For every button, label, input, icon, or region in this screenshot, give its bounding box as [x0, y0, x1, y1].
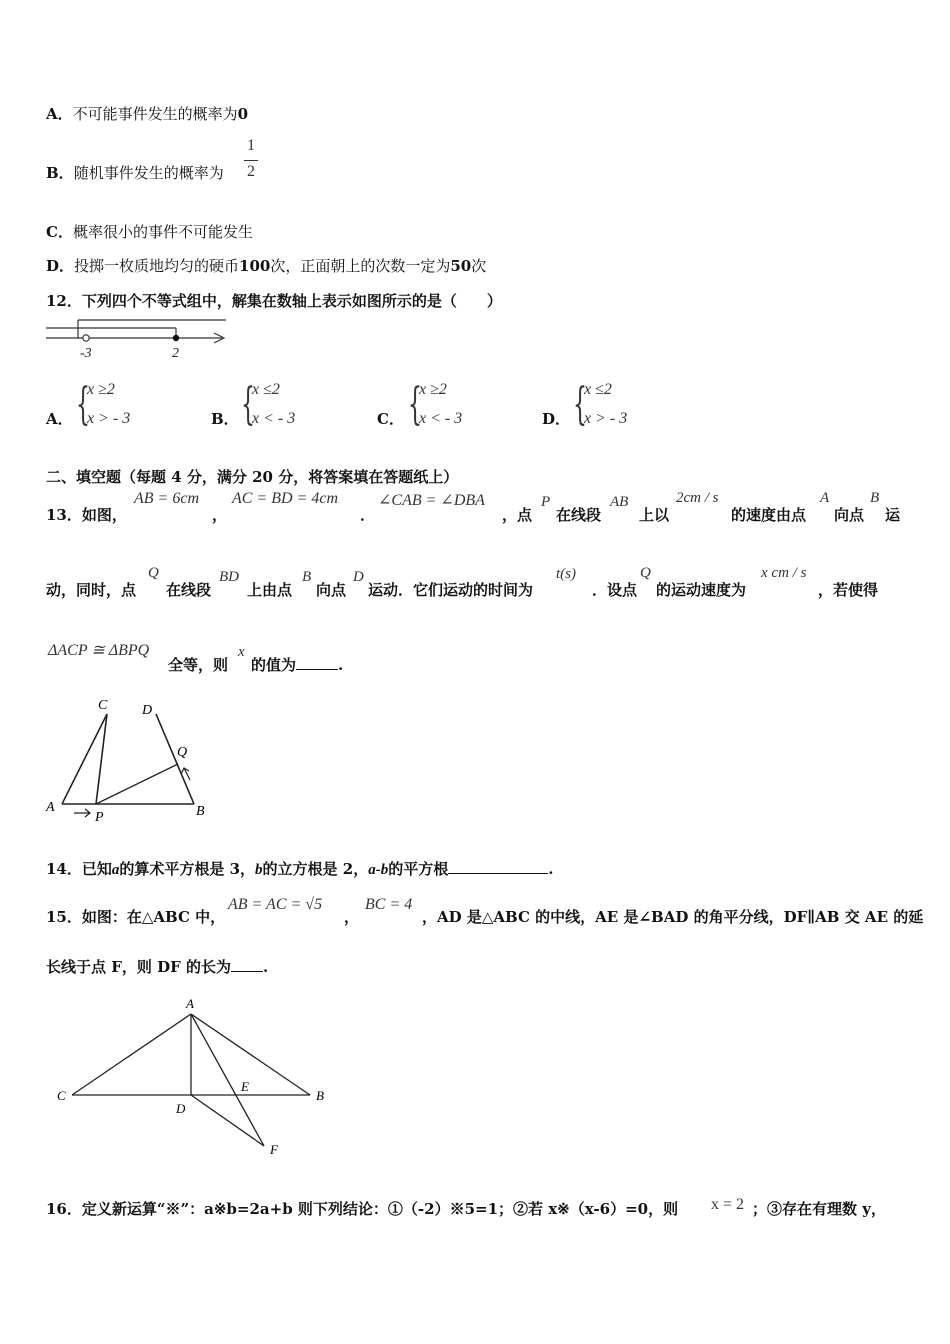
brace: { [241, 379, 255, 430]
option-value: 0 [237, 105, 249, 123]
segment-af [191, 1014, 264, 1146]
math-bc: BC = 4 [365, 896, 413, 913]
math-ab: AB = 6cm [134, 490, 199, 507]
q13-text: 运 [885, 506, 901, 524]
q14-text: 的立方根是 2， [262, 860, 369, 878]
option-label: C． [46, 223, 73, 241]
option-text: 概率很小的事件不可能发生 [72, 223, 253, 241]
var-b: B [302, 569, 312, 585]
segment-df [191, 1095, 264, 1146]
label-b: B [196, 804, 205, 819]
option-11a [46, 103, 248, 124]
option-12a-label: A． [46, 410, 73, 428]
brace: { [573, 379, 587, 430]
option-number: 50 [450, 257, 472, 275]
var-ab: AB [610, 494, 629, 510]
brace: { [408, 379, 422, 430]
label-d: D [176, 1101, 186, 1116]
label-f: F [270, 1142, 278, 1157]
system-line: x > - 3 [584, 410, 628, 427]
system-line: x ≤2 [584, 381, 612, 398]
option-text: 不可能事件发生的概率为 [72, 105, 238, 123]
segment-ac [62, 714, 107, 804]
option-text: 投掷一枚质地均匀的硬币 [74, 257, 240, 275]
option-11b [46, 162, 224, 183]
var-a: a [111, 862, 120, 878]
option-number: 100 [239, 257, 271, 275]
option-text: 次，正面朝上的次数一定为 [270, 257, 451, 275]
brace: { [76, 379, 90, 430]
math-x-eq-2: x = 2 [711, 1196, 745, 1213]
punct: . [548, 860, 554, 878]
q15-line2 [46, 956, 268, 977]
var-x-speed: x cm / s [761, 565, 807, 581]
math-angle: ∠CAB = ∠DBA [378, 492, 485, 509]
q13-prefix: 13．如图， [46, 506, 127, 524]
q13-text: 全等，则 [168, 656, 229, 674]
q16-text: ；③存在有理数 y， [752, 1200, 886, 1218]
label-p: P [95, 810, 104, 825]
figure-q13 [44, 694, 214, 826]
option-11d [46, 255, 486, 276]
var-a: A [820, 490, 830, 506]
system-line: x < - 3 [252, 410, 296, 427]
punct: ， [344, 908, 360, 926]
segment-bd [156, 714, 194, 804]
q13-text: 的速度由点 [731, 506, 807, 524]
system-line: x > - 3 [87, 410, 131, 427]
var-b: B [870, 490, 880, 506]
q15-text: ，AD 是△ABC 的中线，AE 是∠BAD 的角平分线，DF∥AB 交 AE 的延 [422, 908, 924, 926]
punct: ． [360, 506, 376, 524]
var-b: b [255, 862, 263, 878]
axis-label-right: 2 [172, 346, 179, 361]
label-e: E [241, 1079, 249, 1094]
segment-cp [96, 714, 107, 804]
number-line-figure [44, 316, 234, 362]
var-speed: 2cm / s [676, 490, 719, 506]
punct: . [338, 656, 344, 674]
label-a: A [46, 800, 55, 815]
q13-line2: 动，同时，点 [46, 581, 137, 599]
fraction-numerator: 1 [247, 137, 255, 154]
arrow-right-icon [74, 809, 90, 817]
system-line: x ≥2 [87, 381, 115, 398]
segment-ca [72, 1014, 191, 1095]
var-bd: BD [219, 569, 239, 585]
segment-pq [96, 764, 178, 804]
label-c: C [98, 698, 108, 713]
q13-text: 的运动速度为 [656, 581, 747, 599]
system-line: x ≤2 [252, 381, 280, 398]
q14-text: 14．已知 [46, 860, 112, 878]
punct: ， [212, 506, 228, 524]
var-a-minus-b: a-b [368, 862, 389, 878]
q13-text: 的值为 [251, 656, 297, 674]
question-14 [46, 858, 553, 879]
fraction-bar [244, 160, 258, 161]
option-12b-label: B． [211, 410, 239, 428]
var-d: D [353, 569, 364, 585]
label-q: Q [177, 745, 188, 760]
section-title: 二、填空题（每题 4 分，满分 20 分，将答案填在答题纸上） [46, 468, 459, 486]
q16-text: 16．定义新运算“※”：a※b=2a+b 则下列结论：①（-2）※5=1；②若 x※（x-6）=0，则 [46, 1200, 679, 1218]
option-label: B． [46, 164, 74, 182]
option-12c-label: C． [377, 410, 404, 428]
q15-text: 长线于点 F，则 DF 的长为 [46, 958, 231, 976]
closed-point [173, 335, 179, 341]
q13-text: ，若使得 [818, 581, 879, 599]
segment-ab [191, 1014, 310, 1095]
question-12-stem: 12．下列四个不等式组中，解集在数轴上表示如图所示的是（ ） [46, 292, 502, 310]
system-line: x < - 3 [419, 410, 463, 427]
label-a: A [186, 996, 194, 1011]
label-b: B [316, 1088, 324, 1103]
label-d: D [142, 703, 153, 718]
punct: . [262, 958, 269, 976]
option-11c [46, 221, 253, 242]
q13-text: 运动．它们运动的时间为 [368, 581, 534, 599]
math-ac-bd: AC = BD = 4cm [232, 490, 339, 507]
answer-blank[interactable] [296, 655, 338, 670]
q13-text: ．设点 [592, 581, 638, 599]
system-line: x ≥2 [419, 381, 447, 398]
axis-label-left: -3 [80, 346, 92, 361]
answer-blank[interactable] [231, 957, 263, 972]
q13-text: 上由点 [247, 581, 293, 599]
option-12d-label: D． [542, 410, 571, 428]
q14-text: 的平方根 [388, 860, 449, 878]
label-c: C [57, 1088, 66, 1103]
var-q: Q [640, 565, 651, 581]
math-congruent: ΔACP ≅ ΔBPQ [48, 642, 150, 659]
option-text: 次 [471, 257, 487, 275]
option-label: D． [46, 257, 75, 275]
q13-text: 在线段 [166, 581, 212, 599]
math-ab-ac: AB = AC = √5 [228, 896, 323, 913]
q13-text: ，点 [502, 506, 533, 524]
var-t: t(s) [556, 566, 576, 582]
q15-prefix: 15．如图：在△ABC 中， [46, 908, 226, 926]
open-point [83, 335, 89, 341]
option-text: 随机事件发生的概率为 [73, 164, 224, 182]
var-q: Q [148, 565, 159, 581]
option-label: A． [46, 105, 73, 123]
q13-text: 上以 [639, 506, 670, 524]
q13-text: 向点 [834, 506, 865, 524]
q13-text: 向点 [316, 581, 347, 599]
q13-text: 在线段 [556, 506, 602, 524]
fraction-denominator: 2 [247, 163, 255, 180]
var-x: x [238, 644, 245, 660]
figure-q15 [52, 994, 342, 1162]
answer-blank[interactable] [448, 859, 548, 874]
var-p: P [541, 494, 551, 510]
q14-text: 的算术平方根是 3， [119, 860, 256, 878]
q13-text [251, 654, 343, 675]
